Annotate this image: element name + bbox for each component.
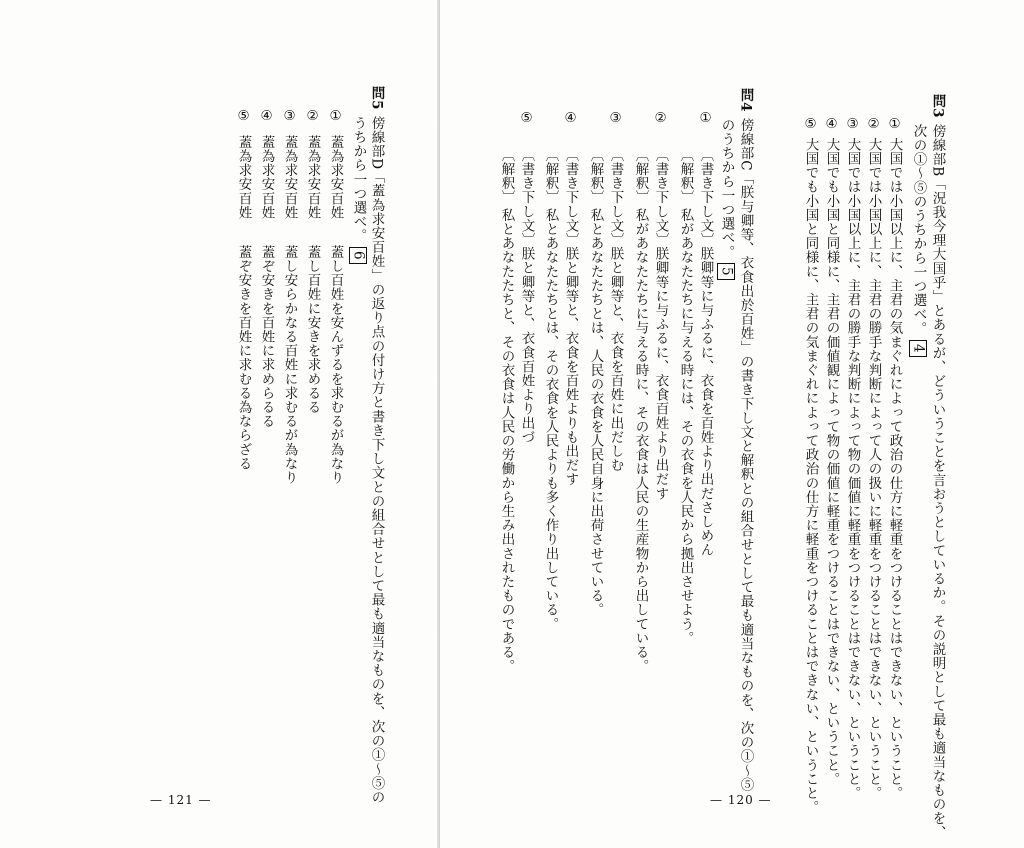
q3-instruction: 次の①〜⑤のうちから一つ選べ。 <box>910 124 927 336</box>
q5-option-2 <box>305 108 319 414</box>
kaishaku-text: 私とあなたたちとは、その衣食を人民よりも多く作り出している。 <box>542 208 559 632</box>
q5-answer-box: 6 <box>349 247 367 264</box>
q4-option-4-number: ④ <box>562 110 579 127</box>
q3-option-text: 大国でも小国と同様に、主君の気まぐれによって政治の仕方に軽重をつけることはできない、ということ。 <box>802 137 819 815</box>
q5-option-kanbun: 蓋為求安百姓 <box>281 134 298 220</box>
kakikudashi-label: 〔書き下し文〕 <box>652 148 669 247</box>
q5-option-kakikudashi: 蓋し百姓に安きを求めるる <box>304 245 321 415</box>
q3-option-text: 大国では小国以上に、主君の勝手な判断によって人の扱いに軽重をつけることはできない、ということ。 <box>865 137 882 801</box>
kakikudashi-label: 〔書き下し文〕 <box>562 148 579 247</box>
kakikudashi-text: 朕と卿等と、衣食百姓より出づ <box>518 246 535 445</box>
q4-option-2-kakikudashi <box>653 148 667 501</box>
q3-option-text: 大国でも小国と同様に、主君の価値観によって物の価値に軽重をつけることはできない、ということ。 <box>823 137 840 787</box>
q5-option-kakikudashi: 蓋ぞ安きを百姓に求めらるる <box>258 245 275 429</box>
kaishaku-label: 〔解釈〕 <box>498 148 515 205</box>
q4-instruction-line <box>717 118 735 280</box>
kaishaku-label: 〔解釈〕 <box>542 148 559 205</box>
kaishaku-label: 〔解釈〕 <box>677 148 694 205</box>
q3-option-text: 大国では小国以上に、主君の勝手な判断によって物の価値に軽重をつけることはできない、ということ。 <box>844 137 861 801</box>
q3-heading: 問3 <box>929 94 946 119</box>
q4-option-3-number: ③ <box>607 110 624 127</box>
q3-option-1 <box>887 116 901 800</box>
q4-title: 傍線部C「朕与卿等、衣食出於百姓」の書き下し文と解釈との組合せとして最も適当なものを、次の①〜⑤ <box>737 118 754 792</box>
q5-option-kakikudashi: 蓋ぞ安きを百姓に求むる為ならざる <box>235 245 252 471</box>
kaishaku-text: 私とあなたたちと、その衣食は人民の労働から生み出されたものである。 <box>498 208 515 674</box>
q5-heading: 問5 <box>368 86 385 111</box>
q5-option-5 <box>236 108 250 471</box>
q4-option-1-number: ① <box>697 110 714 127</box>
q4-option-4-kakikudashi <box>563 148 577 486</box>
q3-option-text: 大国では小国以上に、主君の気まぐれによって政治の仕方に軽重をつけることはできない、ということ。 <box>886 137 903 801</box>
q5-option-kanbun: 蓋為求安百姓 <box>327 134 344 220</box>
q5-instruction-line <box>349 116 367 264</box>
page-number-left: — 121 — <box>150 793 212 807</box>
q4-option-1-kaishaku <box>678 148 692 646</box>
q4-option-5-kaishaku <box>499 148 513 674</box>
kakikudashi-text: 朕卿等に与ふるに、衣食百姓より出だす <box>652 246 669 501</box>
q4-option-3-kaishaku <box>588 148 602 617</box>
q5-option-number: ② <box>304 108 321 125</box>
left-page <box>0 0 440 848</box>
q3-option-number: ④ <box>823 116 840 133</box>
q5-option-number: ④ <box>258 108 275 125</box>
q3-answer-box: 4 <box>909 340 927 357</box>
q3-title: 傍線部B「況我今理大国乎」とあるが、どういうことを言おうとしているか。その説明として最も適当なものを、 <box>929 124 946 840</box>
q5-instruction: うちから一つ選べ。 <box>350 116 367 243</box>
q5-option-kanbun: 蓋為求安百姓 <box>235 134 252 220</box>
q4-heading: 問4 <box>737 88 754 113</box>
q4-option-2-number: ② <box>652 110 669 127</box>
q3-option-5 <box>803 116 817 814</box>
q3-option-number: ③ <box>844 116 861 133</box>
kaishaku-label: 〔解釈〕 <box>587 148 604 205</box>
q5-option-number: ③ <box>281 108 298 125</box>
kakikudashi-label: 〔書き下し文〕 <box>607 148 624 247</box>
q5-option-kanbun: 蓋為求安百姓 <box>258 134 275 220</box>
q5-option-kakikudashi: 蓋し安らかなる百姓に求むるが為なり <box>281 245 298 485</box>
q4-option-5-number: ⑤ <box>518 110 535 127</box>
q4-instruction: のうちから一つ選べ。 <box>718 118 735 259</box>
q4-option-4-kaishaku <box>543 148 557 631</box>
q5-option-1 <box>328 108 342 485</box>
kakikudashi-text: 朕卿等に与ふるに、衣食を百姓より出ださしめん <box>697 246 714 557</box>
q5-option-kanbun: 蓋為求安百姓 <box>304 134 321 220</box>
q5-option-4 <box>259 108 273 429</box>
q5-option-3 <box>282 108 296 485</box>
q5-title: 傍線部D「蓋為求安百姓」の返り点の付け方と書き下し文との組合せとして最も適当なものを、次の①〜⑤の <box>368 116 385 805</box>
right-page <box>440 0 1024 848</box>
q4-option-1-kakikudashi <box>698 148 712 557</box>
kaishaku-text: 私とあなたたちとは、人民の衣食を人民自身に出荷させている。 <box>587 208 604 618</box>
q5-option-kakikudashi: 蓋し百姓を安んずるを求むるが為なり <box>327 245 344 485</box>
page-number-right: — 120 — <box>710 793 772 807</box>
kakikudashi-text: 朕と卿等と、衣食を百姓よりも出だす <box>562 246 579 487</box>
q5-option-number: ⑤ <box>235 108 252 125</box>
q3-option-2 <box>866 116 880 800</box>
q3-option-number: ① <box>886 116 903 133</box>
kaishaku-label: 〔解釈〕 <box>632 148 649 205</box>
q5-option-number: ① <box>327 108 344 125</box>
kakikudashi-label: 〔書き下し文〕 <box>518 148 535 247</box>
q3-option-3 <box>845 116 859 800</box>
q3-option-number: ② <box>865 116 882 133</box>
kakikudashi-label: 〔書き下し文〕 <box>697 148 714 247</box>
q3-option-number: ⑤ <box>802 116 819 133</box>
q4-option-2-kaishaku <box>633 148 647 674</box>
q3-instruction-line <box>909 124 927 357</box>
q3-option-4 <box>824 116 838 786</box>
q4-option-5-kakikudashi <box>519 148 533 444</box>
kaishaku-text: 私があなたたちに与える時には、その衣食を人民から拠出させよう。 <box>677 208 694 646</box>
q4-answer-box: 5 <box>717 263 735 280</box>
kaishaku-text: 私があなたたちに与える時に、その衣食は人民の生産物から出している。 <box>632 208 649 674</box>
kakikudashi-text: 朕と卿等と、衣食を百姓に出だしむ <box>607 246 624 473</box>
q4-option-3-kakikudashi <box>608 148 622 472</box>
